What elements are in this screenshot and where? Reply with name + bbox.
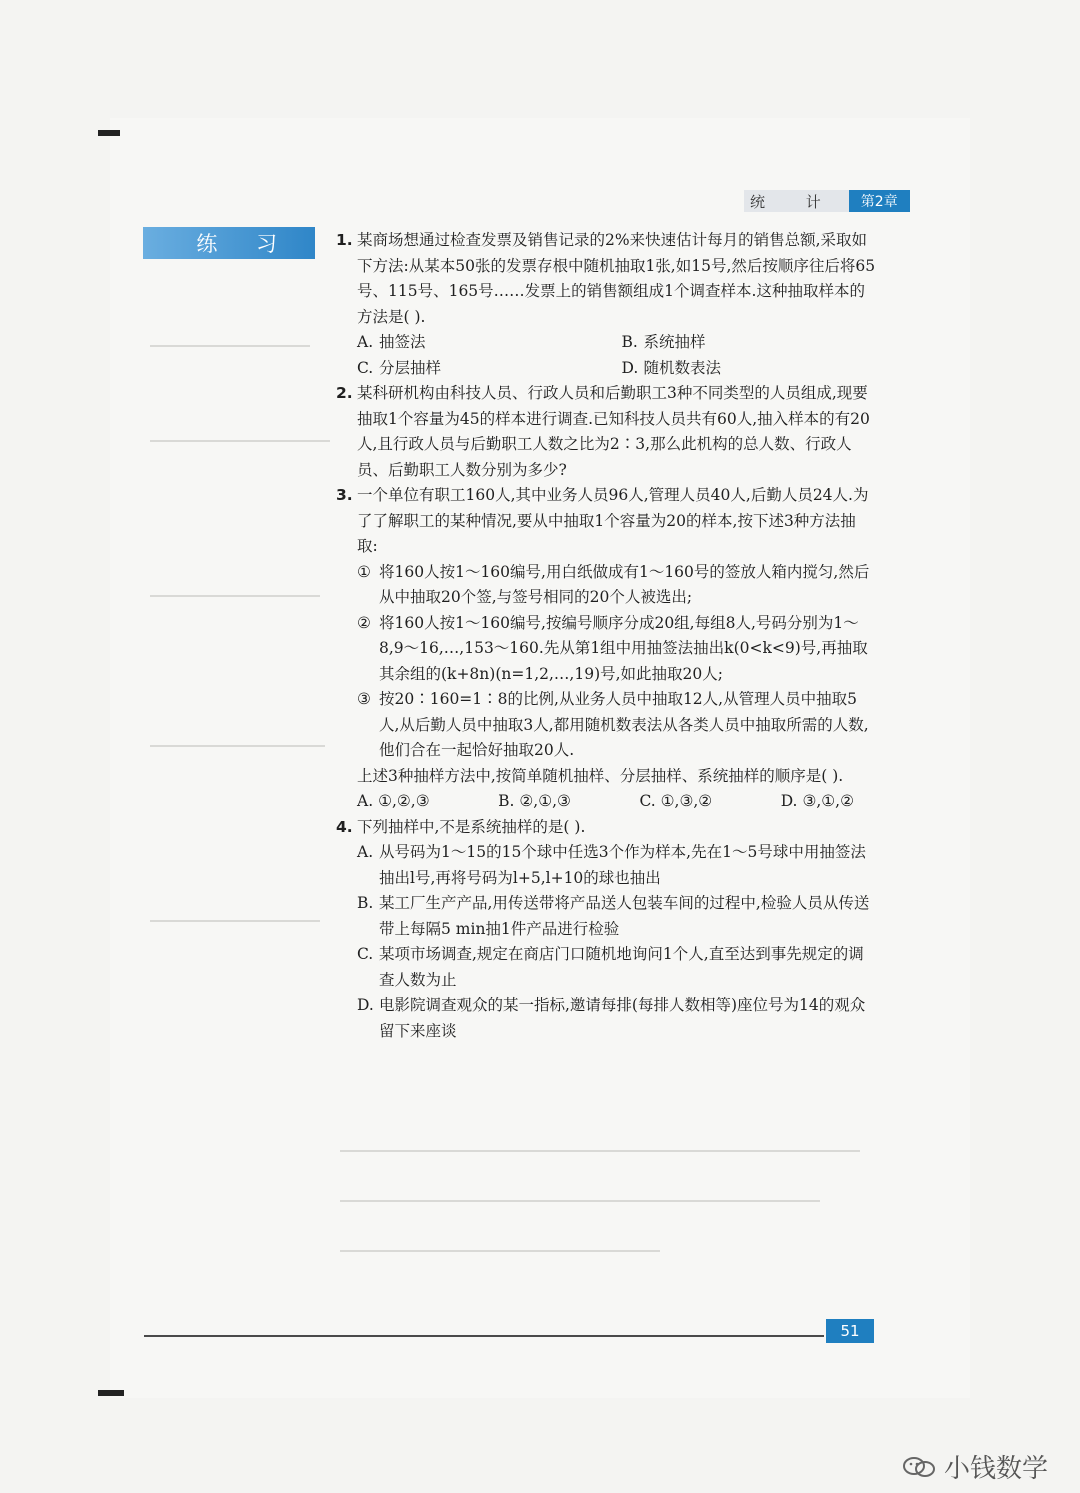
exercise-banner: 练 习 <box>143 227 315 259</box>
option-text: 分层抽样 <box>379 358 442 377</box>
bleed-through-line <box>150 595 320 597</box>
question-number: 1 . <box>336 228 353 254</box>
option-label: A. <box>357 843 374 861</box>
bleed-through-line <box>150 440 330 442</box>
options <box>357 789 876 815</box>
watermark <box>902 1448 1048 1485</box>
option-a <box>357 840 876 891</box>
chapter-header <box>744 190 910 212</box>
item-text: 将160人按1～160编号,用白纸做成有1～160号的签放人箱内搅匀,然后从中抽取20个签,与签号相同的20个人被选出; <box>379 562 870 606</box>
option-d <box>781 789 854 815</box>
option-a <box>357 789 430 815</box>
option-d <box>622 356 877 382</box>
bleed-through-line <box>150 745 325 747</box>
option-c <box>357 942 876 993</box>
bleed-through-line <box>340 1250 660 1252</box>
question-number: 2 . <box>336 381 353 407</box>
option-c <box>639 789 712 815</box>
item-label: ① <box>357 562 371 581</box>
option-text: 某项市场调查,规定在商店门口随机地询问1个人,直至达到事先规定的调查人数为止 <box>379 945 864 989</box>
wechat-icon <box>902 1456 936 1478</box>
scan-edge-mark <box>98 1390 124 1396</box>
question-text: 一个单位有职工160人,其中业务人员96人,管理人员40人,后勤人员24人.为了了解职工的某种情况,要从中抽取1个容量为20的样本,按下述3种方法抽取: <box>357 486 869 555</box>
item-label: ② <box>357 613 371 632</box>
chapter-label: 第2章 <box>849 190 910 212</box>
option-label: A. <box>357 333 374 351</box>
option-label: D. <box>780 792 798 810</box>
footer-rule <box>144 1335 824 1337</box>
item-label: ③ <box>357 690 371 708</box>
option-label: B. <box>621 333 638 351</box>
option-text: ②,①,③ <box>519 792 571 810</box>
question-1 <box>336 228 876 381</box>
question-4 <box>336 815 876 1045</box>
option-text: 电影院调查观众的某一指标,邀请每排(每排人数相等)座位号为14的观众留下来座谈 <box>379 996 866 1040</box>
bleed-through-line <box>150 920 320 922</box>
exercise-content <box>336 228 876 1044</box>
option-text: 系统抽样 <box>643 333 706 351</box>
question-3 <box>336 483 876 815</box>
item-text: 按20∶160=1∶8的比例,从业务人员中抽取12人,从管理人员中抽取5人,从后勤人员中抽取3人,都用随机数表法从各类人员中抽取所需的人数,他们合在一起恰好抽取20人. <box>379 690 869 759</box>
option-text: ③,①,② <box>802 792 854 810</box>
method-item-1 <box>357 560 876 611</box>
option-c <box>357 356 612 382</box>
option-b <box>622 330 877 356</box>
subject-label: 统 计 <box>744 190 849 212</box>
method-item-2 <box>357 611 876 688</box>
option-label: D. <box>621 358 639 377</box>
page-number: 51 <box>826 1319 874 1343</box>
question-2 <box>336 381 876 483</box>
question-number: 4 . <box>336 815 353 841</box>
option-text: ①,②,③ <box>378 792 430 810</box>
bleed-through-line <box>340 1200 820 1202</box>
question-tail: 上述3种抽样方法中,按简单随机抽样、分层抽样、系统抽样的顺序是( ). <box>357 766 844 785</box>
option-text: 抽签法 <box>379 333 426 351</box>
option-a <box>357 330 612 356</box>
option-label: C. <box>639 792 656 810</box>
option-text: 从号码为1～15的15个球中任选3个作为样本,先在1～5号球中用抽签法抽出l号,再将号码为l+5,l+10的球也抽出 <box>379 843 866 887</box>
option-b <box>498 789 571 815</box>
bleed-through-line <box>340 1150 860 1152</box>
option-label: C. <box>357 945 374 963</box>
option-label: C. <box>357 358 374 377</box>
option-label: B. <box>357 894 374 912</box>
option-d <box>357 993 876 1044</box>
question-text: 某科研机构由科技人员、行政人员和后勤职工3种不同类型的人员组成,现要抽取1个容量为45的样本进行调查.已知科技人员共有60人,抽入样本的有20人,且行政人员与后勤职工人数之比为2∶3,那么此机构的总人数、行政人员、后勤职工人数分别为多少? <box>357 384 870 479</box>
item-text: 将160人按1～160编号,按编号顺序分成20组,每组8人,号码分别为1～8,9～16,…,153～160.先从第1组中用抽签法抽出k(0<k<9)号,再抽取其余组的(k+8n)(n=1,2,…,19)号,如此抽取20人; <box>379 613 868 683</box>
scan-edge-mark <box>98 130 120 136</box>
options <box>357 330 876 381</box>
question-text: 下列抽样中,不是系统抽样的是( ). <box>357 817 586 836</box>
option-text: 随机数表法 <box>643 358 722 377</box>
question-number: 3 . <box>336 483 353 509</box>
option-label: A. <box>357 792 374 810</box>
watermark-text: 小钱数学 <box>943 1454 1048 1484</box>
option-b <box>357 891 876 942</box>
question-text: 某商场想通过检查发票及销售记录的2%来快速估计每月的销售总额,采取如下方法:从某本50张的发票存根中随机抽取1张,如15号,然后按顺序往后将65号、115号、165号……发票上的销售额组成1个调查样本.这种抽取样本的方法是( ). <box>357 231 876 326</box>
option-text: 某工厂生产产品,用传送带将产品送人包装车间的过程中,检验人员从传送带上每隔5 min抽1件产品进行检验 <box>379 894 870 938</box>
method-item-3 <box>357 687 876 764</box>
bleed-through-line <box>150 345 310 347</box>
option-text: ①,③,② <box>660 792 713 810</box>
option-label: D. <box>357 996 374 1014</box>
option-label: B. <box>498 792 515 810</box>
